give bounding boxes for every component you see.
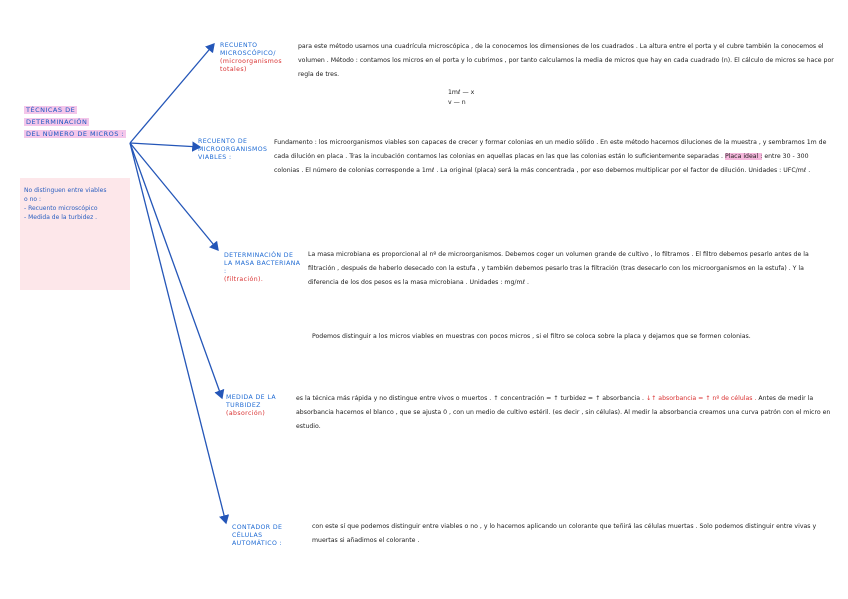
- arrow-recuento-viables: [130, 143, 200, 147]
- arrow-contador: [130, 143, 226, 523]
- text-after: entre 30 - 300 colonias . El número de colonias corresponde a 1mℓ . La original (placa) será la más concentrada , por eso debemos multiplicar por el factor de dilución. Unidades : UFC/mℓ .: [274, 153, 811, 174]
- branch-recuento-viables-text: [274, 136, 834, 178]
- branch-recuento-viables-header: [198, 138, 272, 162]
- arrow-turbidez: [130, 143, 222, 398]
- branch-turbidez-header: [226, 394, 292, 418]
- header-blue: DETERMINACIÓN DE LA MASA BACTERIANA :: [224, 252, 301, 275]
- root-title: [24, 104, 139, 140]
- note-text: [24, 186, 128, 222]
- formula-line-2: v — n: [448, 99, 466, 106]
- header-red: (microorganismos totales): [220, 58, 282, 73]
- text-red: ↓↑ absorbancia = ↑ nº de células .: [645, 395, 757, 402]
- header-blue: RECUENTO DE MICROORGANISMOS VIABLES :: [198, 138, 268, 161]
- note-line-4: - Medida de la turbidez .: [24, 214, 98, 221]
- branch-masa-bacteriana-header: [224, 252, 302, 284]
- branch-recuento-microscopico-header: [220, 42, 296, 74]
- branch-contador-text: con este sí que podemos distinguir entre viables o no , y lo hacemos aplicando un colorante que teñirá las células muertas . Solo podemos distinguir entre vivas y muertas si añadimos el colorante .: [312, 523, 817, 544]
- root-title-line-3: DEL NÚMERO DE MICROS :: [26, 130, 125, 138]
- note-line-3: - Recuento microscópico: [24, 205, 98, 212]
- placa-ideal-highlight: Placa ideal :: [724, 153, 763, 160]
- regla-de-tres-formula: [448, 88, 508, 108]
- branch-turbidez-text: [296, 392, 836, 434]
- branch-masa-bacteriana-text: La masa microbiana es proporcional al nº de microorganismos. Debemos coger un volumen grande de cultivo , lo filtramos . El filtro debemos pesarlo antes de la filtración , después de haberlo desecado con la estufa , y también debemos pesarlo tras la filtración (tras desecarlo con los microorganismos en la estufa) . Y la diferencia de los dos pesos es la masa microbiana . Unidades : mg/mℓ .: [308, 251, 809, 286]
- branch-contador-header: [232, 524, 304, 548]
- header-blue: CONTADOR DE CÉLULAS AUTOMÁTICO :: [232, 524, 283, 547]
- header-red: (absorción): [226, 410, 266, 417]
- root-title-line-1: TÉCNICAS DE: [26, 106, 76, 114]
- root-title-line-2: DETERMINACIÓN: [26, 118, 88, 126]
- header-blue: MEDIDA DE LA TURBIDEZ: [226, 394, 276, 409]
- text-before: Fundamento : los microorganismos viables son capaces de crecer y formar colonias en un medio sólido . En este método hacemos diluciones de la muestra , y sembramos 1m de cada dilución en placa . Tras la incubación contamos las colonias en aquellas placas en las que las colonias están lo suficientemente separadas .: [274, 139, 827, 160]
- branch-masa-bacteriana-text-2: Podemos distinguir a los micros viables en muestras con pocos micros , si el filtro se coloca sobre la placa y dejamos que se formen colonias.: [312, 333, 751, 340]
- note-line-1: No distinguen entre viables: [24, 187, 107, 194]
- text-before: es la técnica más rápida y no distingue entre vivos o muertos . ↑ concentración = ↑ turbidez = ↑ absorbancia .: [296, 395, 644, 402]
- branch-recuento-microscopico-text: para este método usamos una cuadrícula microscópica , de la conocemos los dimensiones de los cuadrados . La altura entre el porta y el cubre también la conocemos el volumen . Método : contamos los micros en el porta y lo cubrimos , por tanto calculamos la media de micros que hay en cada cuadrado (n). El cálculo de micros se hace por regla de tres.: [298, 43, 834, 78]
- note-line-2: o no :: [24, 196, 41, 203]
- arrow-recuento-microscopico: [130, 44, 214, 143]
- formula-line-1: 1mℓ — x: [448, 89, 475, 96]
- header-blue: RECUENTO MICROSCÓPICO/: [220, 42, 276, 57]
- header-red: (filtración).: [224, 276, 264, 283]
- text-after: Antes de medir la absorbancia hacemos el blanco , que se ajusta 0 , con un medio de cultivo estéril. (es decir , sin células). Al medir la absorbancia creamos una curva patrón con el micro en estudio.: [296, 395, 831, 430]
